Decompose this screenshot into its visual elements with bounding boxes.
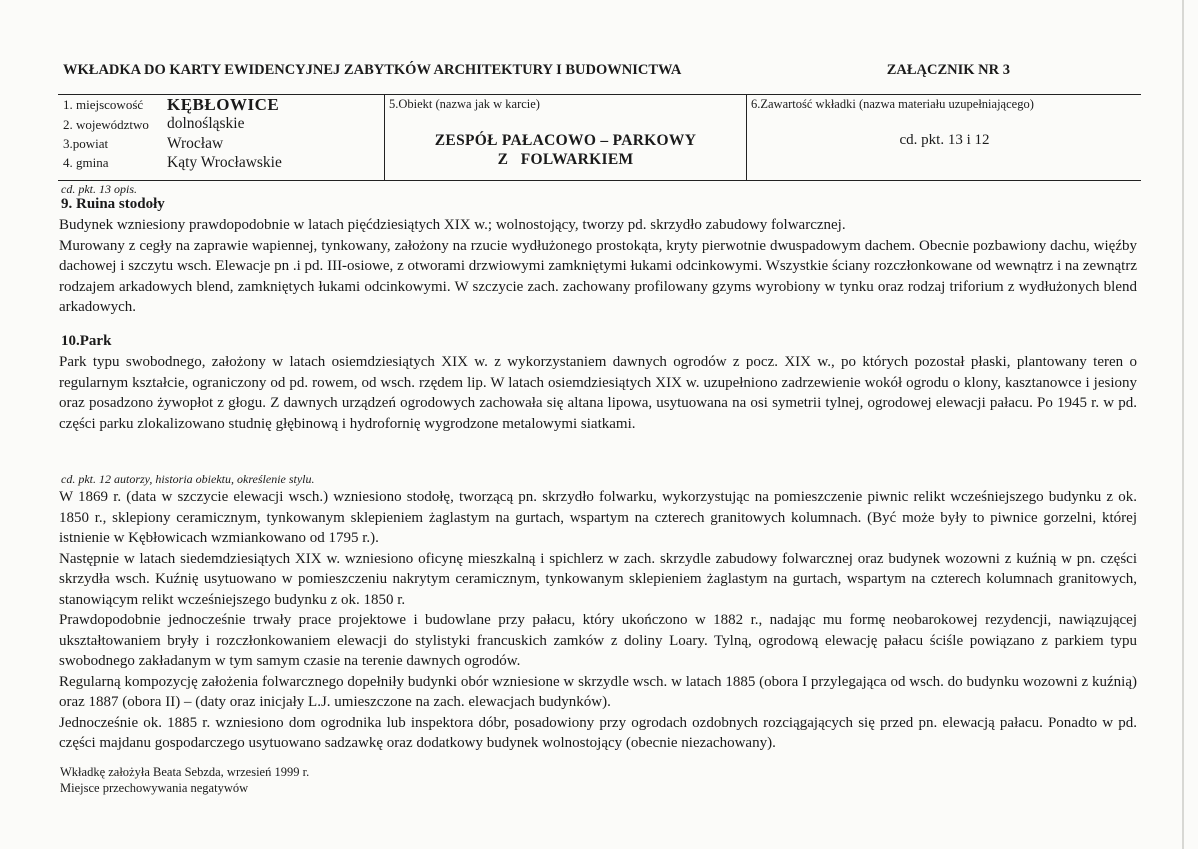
object-label: 5.Obiekt (nazwa jak w karcie) <box>389 97 540 111</box>
province-label: 2. województwo <box>63 117 149 132</box>
paragraph: Jednocześnie ok. 1885 r. wzniesiono dom ogrodnika lub inspektora dóbr, posadowiony przy ogrodach ozdobnych rozciągających się przed pn. elewacją pałacu. Ponadto w pd. części majdanu gospodarczego usytuowano sadzawkę oraz dodatkowy budynek wolnostojący (obecnie niezachowany). <box>59 714 1137 751</box>
content-cell <box>746 95 1142 180</box>
object-name-line-1: ZESPÓŁ PAŁACOWO – PARKOWY <box>434 132 697 149</box>
metadata-table <box>58 94 1141 181</box>
content-label: 6.Zawartość wkładki (nazwa materiału uzupełniającego) <box>751 97 1034 111</box>
annex-label: ZAŁĄCZNIK NR 3 <box>886 62 1010 78</box>
paragraph: W 1869 r. (data w szczycie elewacji wsch.) wzniesiono stodołę, tworzącą pn. skrzydło folwarku, wykorzystując na pomieszczenie piwnic relikt wcześniejszego budynku z ok. 1850 r., sklepiony ceramicznym, tynkowanym sklepieniem żaglastym na gurtach, wspartym na czterech granitowych kolumnach. (Być może były to piwnice gorzelni, której istnienie w Kębłowicach wzmiankowano od 1795 r.). <box>59 489 1137 546</box>
county-row <box>63 135 224 152</box>
section-body-park <box>59 352 1137 434</box>
province-row <box>63 115 245 133</box>
location-cell <box>58 95 383 180</box>
paragraph: Następnie w latach siedemdziesiątych XIX w. wzniesiono oficynę mieszkalną i spichlerz w zach. skrzydle zabudowy folwarcznej oraz budynek wozowni z kuźnią w pn. części skrzydła wsch. Kuźnię usytuowano w pomieszczeniu nakrytym ceramicznym, tynkowanym sklepieniem żaglastym na gurtach, wspartym na czterech kolumnach granitowych, stanowiącym relikt wcześniejszego budynku z ok. 1850 r. <box>59 550 1137 608</box>
continuation-note: cd. pkt. 13 opis. <box>61 182 137 196</box>
paragraph: Park typu swobodnego, założony w latach osiemdziesiątych XIX w. z wykorzystaniem dawnych ogrodów z pocz. XIX w., po których pozostał płaski, plantowany teren o regularnym kształcie, ograniczony od pd. rowem, od wsch. rzędem lip. W latach osiemdziesiątych XIX w. uzupełniono zadrzewienie wokół ogrodu o klony, kasztanowce i jesiony oraz posadzono żywopłot z głogu. Z dawnych urządzeń ogrodowych zachowała się altana lipowa, usytuowana na osi symetrii tylnej, ogrodowej elewacji pałacu. Po 1945 r. w pd. części parku zlokalizowano studnię głębinową i hydrofornię wygrodzone metalowymi siatkami. <box>59 354 1137 432</box>
history-body <box>59 487 1137 754</box>
commune-label: 4. gmina <box>63 155 109 170</box>
paragraph: Murowany z cegły na zaprawie wapiennej, tynkowany, założony na rzucie wydłużonego prostokąta, kryty pierwotnie dwuspadowym dachem. Obecnie pozbawiony dachu, więźby dachowej i szczytu wsch. Elewacje pn .i pd. III-osiowe, z otworami drzwiowymi zamkniętymi łukami odcinkowymi. Wszystkie ściany rozczłonkowane od wewnątrz i na zewnątrz rodzajem arkadowych blend, zamkniętych łukami odcinkowymi. W szczycie zach. zachowany profilowany gzyms wyrobiony w tynku oraz rodzaj triforium z wydłużonych blend arkadowych. <box>59 237 1137 315</box>
author-line: Wkładkę założyła Beata Sebzda, wrzesień 1999 r. <box>60 765 310 779</box>
paragraph: Prawdopodobnie jednocześnie trwały prace projektowe i budowlane przy pałacu, który ukończono w 1882 r., nadając mu formę neobarokowej rezydencji, nawiązującej ukształtowaniem bryły i rozczłonkowaniem elewacji do stylistyki francuskich zamków z doliny Loary. Tylną, ogrodową elewację pałacu ściśle powiązano z parkiem typu swobodnego zakładanym w tym samym czasie na terenie dawnych ogrodów. <box>59 612 1137 669</box>
paragraph: Budynek wzniesiony prawdopodobnie w latach pięćdziesiątych XIX w.; wolnostojący, tworzy pd. skrzydło zabudowy folwarcznej. <box>59 217 846 233</box>
object-name-line-2: Z FOLWARKIEM <box>497 151 634 168</box>
commune-row <box>63 154 282 171</box>
county-label: 3.powiat <box>63 136 109 151</box>
town-row <box>63 95 280 114</box>
document-title: WKŁADKA DO KARTY EWIDENCYJNEJ ZABYTKÓW ARCHITEKTURY I BUDOWNICTWA <box>63 62 682 78</box>
document-header <box>63 62 1138 79</box>
county-value: Wrocław <box>167 135 224 152</box>
history-note: cd. pkt. 12 autorzy, historia obiektu, określenie stylu. <box>61 472 315 486</box>
paragraph: Regularną kompozycję założenia folwarcznego dopełniły budynki obór wzniesione w skrzydle wsch. w latach 1885 (obora I przylegająca od wsch. do budynku wozowni z kuźnią) oraz 1887 (obora II) – (daty oraz inicjały L.J. umieszczone na zach. elewacjach budynków). <box>59 673 1137 710</box>
town-value: KĘBŁOWICE <box>167 95 280 114</box>
section-title-barn: 9. Ruina stodoły <box>61 196 165 212</box>
negatives-line: Miejsce przechowywania negatywów <box>60 781 249 795</box>
commune-value: Kąty Wrocławskie <box>167 154 282 171</box>
scan-edge-line <box>1182 0 1184 849</box>
province-value: dolnośląskie <box>167 115 245 132</box>
content-value: cd. pkt. 13 i 12 <box>899 132 990 148</box>
section-title-park: 10.Park <box>61 333 112 349</box>
object-cell <box>384 95 746 180</box>
object-name <box>385 131 746 169</box>
footer <box>60 764 309 796</box>
town-label: 1. miejscowość <box>63 97 144 112</box>
section-body-barn <box>59 215 1137 318</box>
